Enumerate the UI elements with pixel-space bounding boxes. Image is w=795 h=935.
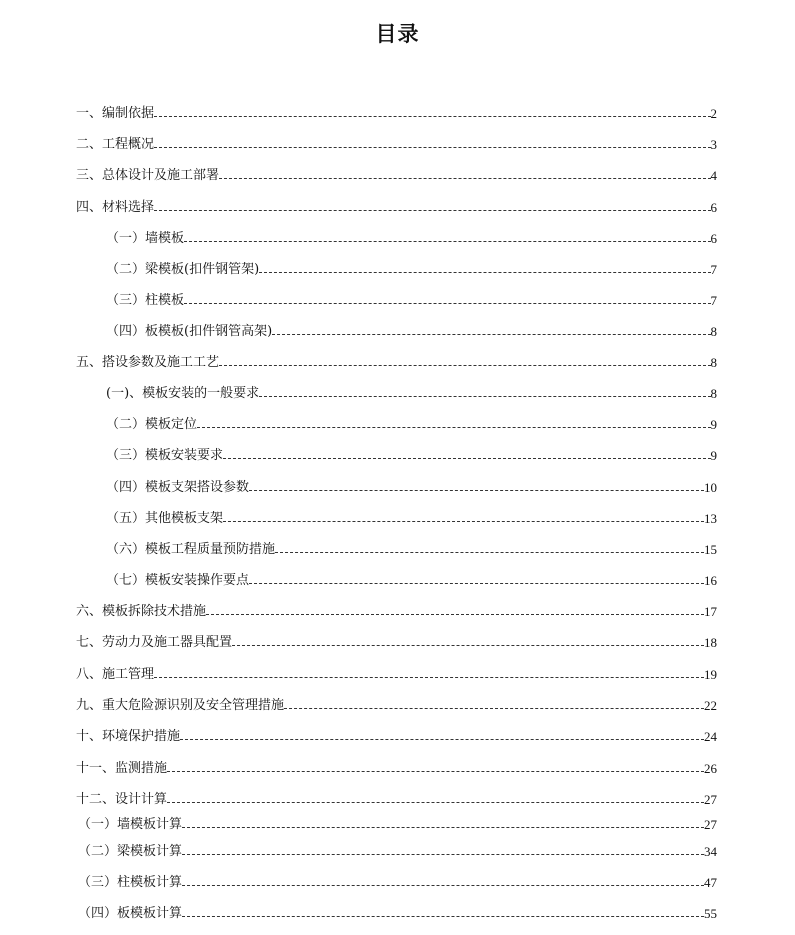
toc-entry[interactable]: [76, 694, 717, 714]
toc-leader-dashes: [249, 583, 704, 584]
toc-entry-page-number: 9: [710, 448, 717, 463]
toc-leader-dashes: [182, 885, 704, 886]
toc-entry-label: (一)、模板安装的一般要求: [106, 386, 260, 401]
toc-entry-page-number: 34: [704, 844, 717, 859]
toc-entry-page-number: 27: [704, 817, 717, 832]
toc-entry[interactable]: [78, 813, 717, 833]
toc-entry-label: （二）梁模板计算: [78, 844, 183, 859]
toc-entry-page-number: 16: [704, 573, 717, 588]
toc-entry-label: （四）模板支架搭设参数: [106, 480, 250, 495]
toc-entry-label: （六）模板工程质量预防措施: [106, 542, 276, 557]
toc-leader-dashes: [184, 303, 710, 304]
toc-entry-page-number: 6: [710, 231, 717, 246]
toc-leader-dashes: [219, 178, 710, 179]
toc-entry[interactable]: [76, 788, 717, 808]
toc-leader-dashes: [184, 241, 710, 242]
toc-leader-dashes: [167, 771, 704, 772]
toc-entry[interactable]: [106, 569, 717, 589]
toc-entry-page-number: 10: [704, 480, 717, 495]
toc-leader-dashes: [182, 854, 704, 855]
toc-entry[interactable]: [76, 196, 717, 216]
toc-entry-label: 三、总体设计及施工部署: [76, 168, 220, 183]
toc-entry-label: （二）梁模板(扣件钢管架): [106, 262, 260, 277]
toc-entry-label: 四、材料选择: [76, 200, 155, 215]
toc-leader-dashes: [219, 365, 710, 366]
toc-entry[interactable]: [76, 102, 717, 122]
toc-entry-label: （四）板模板(扣件钢管高架): [106, 324, 273, 339]
toc-leader-dashes: [154, 677, 704, 678]
toc-leader-dashes: [259, 396, 710, 397]
toc-entry-page-number: 24: [704, 729, 717, 744]
toc-leader-dashes: [259, 272, 710, 273]
toc-leader-dashes: [249, 490, 704, 491]
toc-entry-page-number: 3: [710, 137, 717, 152]
toc-leader-dashes: [284, 708, 704, 709]
toc-entry-label: （三）柱模板: [106, 293, 185, 308]
toc-leader-dashes: [154, 116, 710, 117]
toc-entry-page-number: 55: [704, 906, 717, 921]
toc-entry[interactable]: [76, 351, 717, 371]
toc-leader-dashes: [275, 552, 704, 553]
toc-entry-page-number: 8: [710, 355, 717, 370]
toc-entry-label: （一）墙模板: [106, 231, 185, 246]
toc-entry-page-number: 22: [704, 698, 717, 713]
toc-entry-label: 十、环境保护措施: [76, 729, 181, 744]
toc-entry-page-number: 4: [710, 168, 717, 183]
toc-entry[interactable]: [78, 840, 717, 860]
toc-entry-page-number: 7: [710, 293, 717, 308]
toc-entry[interactable]: [78, 902, 717, 922]
toc-entry-label: 九、重大危险源识别及安全管理措施: [76, 698, 285, 713]
toc-entry[interactable]: [106, 444, 717, 464]
toc-entry-page-number: 8: [710, 324, 717, 339]
toc-entry[interactable]: [76, 133, 717, 153]
toc-entry-label: 十二、设计计算: [76, 792, 168, 807]
toc-entry[interactable]: [106, 382, 717, 402]
toc-entry[interactable]: [76, 663, 717, 683]
toc-entry-page-number: 9: [710, 417, 717, 432]
toc-leader-dashes: [154, 147, 710, 148]
toc-entry-label: 五、搭设参数及施工工艺: [76, 355, 220, 370]
toc-leader-dashes: [180, 739, 704, 740]
toc-entry-label: （三）模板安装要求: [106, 448, 224, 463]
toc-leader-dashes: [272, 334, 710, 335]
toc-entry-label: （七）模板安装操作要点: [106, 573, 250, 588]
toc-entry-label: （三）柱模板计算: [78, 875, 183, 890]
toc-entry[interactable]: [106, 507, 717, 527]
toc-entry-page-number: 8: [710, 386, 717, 401]
toc-entry-label: 一、编制依据: [76, 106, 155, 121]
toc-leader-dashes: [223, 458, 710, 459]
toc-leader-dashes: [182, 916, 704, 917]
toc-entry-page-number: 7: [710, 262, 717, 277]
toc-leader-dashes: [197, 427, 710, 428]
toc-entry[interactable]: [76, 725, 717, 745]
toc-entry-label: （一）墙模板计算: [78, 817, 183, 832]
toc-entry-label: （五）其他模板支架: [106, 511, 224, 526]
toc-entry-label: （四）板模板计算: [78, 906, 183, 921]
toc-entry-page-number: 17: [704, 604, 717, 619]
toc-leader-dashes: [232, 645, 704, 646]
toc-entry[interactable]: [106, 538, 717, 558]
toc-leader-dashes: [154, 210, 710, 211]
toc-entry-page-number: 26: [704, 761, 717, 776]
toc-entry[interactable]: [106, 476, 717, 496]
toc-leader-dashes: [167, 802, 704, 803]
toc-entry-page-number: 6: [710, 200, 717, 215]
toc-leader-dashes: [182, 827, 704, 828]
toc-entry-label: 八、施工管理: [76, 667, 155, 682]
toc-entry-page-number: 19: [704, 667, 717, 682]
toc-entry-page-number: 18: [704, 635, 717, 650]
toc-entry[interactable]: [106, 227, 717, 247]
toc-entry[interactable]: [106, 289, 717, 309]
toc-entry-page-number: 13: [704, 511, 717, 526]
toc-entry-page-number: 15: [704, 542, 717, 557]
toc-entry[interactable]: [106, 320, 717, 340]
toc-leader-dashes: [206, 614, 704, 615]
toc-entry[interactable]: [106, 413, 717, 433]
toc-entry-label: 六、模板拆除技术措施: [76, 604, 207, 619]
toc-entry-page-number: 47: [704, 875, 717, 890]
toc-entry-label: （二）模板定位: [106, 417, 198, 432]
toc-entry[interactable]: [76, 757, 717, 777]
page-title: 目录: [375, 22, 420, 46]
toc-entry[interactable]: [76, 164, 717, 184]
toc-entry[interactable]: [78, 871, 717, 891]
toc-entry-label: 二、工程概况: [76, 137, 155, 152]
toc-entry[interactable]: [106, 258, 717, 278]
toc-entry-page-number: 27: [704, 792, 717, 807]
toc-entry-page-number: 2: [710, 106, 717, 121]
toc-leader-dashes: [223, 521, 704, 522]
toc-entry-label: 十一、监测措施: [76, 761, 168, 776]
toc-entry[interactable]: [76, 600, 717, 620]
toc-entry-label: 七、劳动力及施工器具配置: [76, 635, 233, 650]
toc-entry[interactable]: [76, 631, 717, 651]
